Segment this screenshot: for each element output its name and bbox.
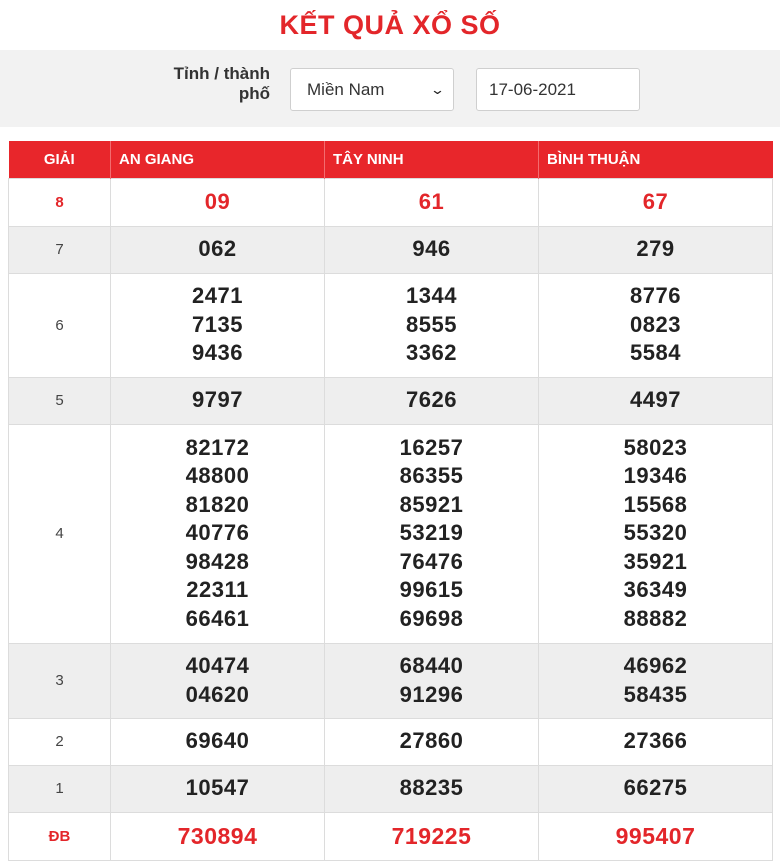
result-number: 9436 [192,340,243,366]
result-number: 04620 [185,681,250,707]
result-number: 76476 [399,548,464,574]
table-row [9,424,773,643]
result-number: 279 [636,236,675,262]
result-cell-binh-thuan [539,226,773,273]
header-province-binh-thuan: BÌNH THUẬN [539,141,773,178]
result-number: 35921 [623,548,688,574]
result-number: 91296 [399,681,464,707]
prize-label: 6 [9,273,111,377]
result-cell-tay-ninh [325,377,539,424]
result-number: 7626 [406,387,457,413]
result-number: 5584 [630,340,681,366]
result-number: 1344 [406,283,457,309]
result-number: 7135 [192,311,243,337]
result-number: 4497 [630,387,681,413]
table-row [9,812,773,860]
result-number: 2471 [192,283,243,309]
header-giai: GIẢI [9,141,111,178]
table-row [9,273,773,377]
result-number: 67 [642,188,669,214]
result-number: 946 [412,236,451,262]
prize-label: 5 [9,377,111,424]
result-cell-an-giang [111,226,325,273]
page-title: KẾT QUẢ XỔ SỐ [279,10,501,40]
result-number: 58023 [623,434,688,460]
result-cell-an-giang [111,643,325,718]
result-cell-an-giang [111,178,325,226]
result-number: 19346 [623,463,688,489]
result-cell-tay-ninh [325,178,539,226]
result-number: 40474 [185,653,250,678]
result-number: 68440 [399,653,464,678]
result-number: 69698 [399,605,464,631]
result-cell-binh-thuan [539,273,773,377]
result-cell-tay-ninh [325,643,539,718]
prize-label: 7 [9,226,111,273]
result-number: 53219 [399,520,464,546]
result-cell-binh-thuan [539,424,773,643]
result-cell-an-giang [111,377,325,424]
result-number: 86355 [399,463,464,489]
result-number: 730894 [177,822,258,849]
result-cell-binh-thuan [539,178,773,226]
prize-label: ĐB [9,812,111,860]
result-cell-tay-ninh [325,424,539,643]
region-select[interactable] [290,68,454,111]
result-number: 9797 [192,387,243,413]
result-number: 8776 [630,283,681,309]
result-number: 22311 [186,577,249,603]
date-input-value: 17-06-2021 [489,79,576,99]
result-number: 88882 [623,605,688,631]
result-cell-binh-thuan [539,765,773,812]
result-cell-tay-ninh [325,812,539,860]
result-cell-an-giang [111,812,325,860]
result-number: 10547 [185,775,250,801]
prize-label: 3 [9,643,111,718]
chevron-down-icon: ⌄ [429,81,446,97]
result-number: 48800 [185,463,250,489]
result-cell-tay-ninh [325,226,539,273]
prize-label: 2 [9,718,111,765]
result-number: 82172 [185,434,250,460]
result-number: 81820 [185,491,250,517]
result-cell-an-giang [111,424,325,643]
result-cell-binh-thuan [539,718,773,765]
table-row [9,377,773,424]
result-cell-tay-ninh [325,765,539,812]
result-number: 66275 [623,775,688,801]
result-number: 16257 [399,434,464,460]
region-select-value: Miền Nam [307,79,385,99]
result-number: 98428 [185,548,250,574]
table-header-row [9,141,773,178]
result-cell-tay-ninh [325,718,539,765]
date-input[interactable] [476,68,640,111]
header-province-an-giang: AN GIANG [111,141,325,178]
result-cell-binh-thuan [539,643,773,718]
result-number: 66461 [185,605,250,631]
result-number: 0823 [630,311,681,337]
result-number: 719225 [391,822,472,849]
table-row [9,765,773,812]
result-number: 99615 [399,577,464,603]
result-number: 15568 [623,491,688,517]
table-row [9,226,773,273]
prize-label: 1 [9,765,111,812]
result-cell-an-giang [111,765,325,812]
result-number: 85921 [399,491,464,517]
table-row [9,178,773,226]
table-row [9,643,773,718]
result-number: 8555 [406,311,457,337]
results-table [8,141,773,861]
result-number: 88235 [399,775,464,801]
result-number: 27860 [399,728,464,754]
result-cell-tay-ninh [325,273,539,377]
result-number: 58435 [623,681,688,707]
result-number: 995407 [615,822,696,849]
result-number: 61 [418,188,445,214]
header-province-tay-ninh: TÂY NINH [325,141,539,178]
filter-bar [0,50,780,127]
result-cell-an-giang [111,273,325,377]
result-cell-an-giang [111,718,325,765]
result-number: 09 [204,188,231,214]
prize-label: 4 [9,424,111,643]
result-number: 36349 [623,577,688,603]
prize-label: 8 [9,178,111,226]
result-number: 46962 [623,653,688,678]
result-number: 69640 [185,728,250,754]
result-number: 062 [198,236,237,262]
result-cell-binh-thuan [539,812,773,860]
result-number: 40776 [185,520,250,546]
result-number: 3362 [406,340,457,366]
result-number: 55320 [623,520,688,546]
result-number: 27366 [623,728,688,754]
table-row [9,718,773,765]
result-cell-binh-thuan [539,377,773,424]
province-filter-label: Tỉnh / thành phố [173,63,270,103]
